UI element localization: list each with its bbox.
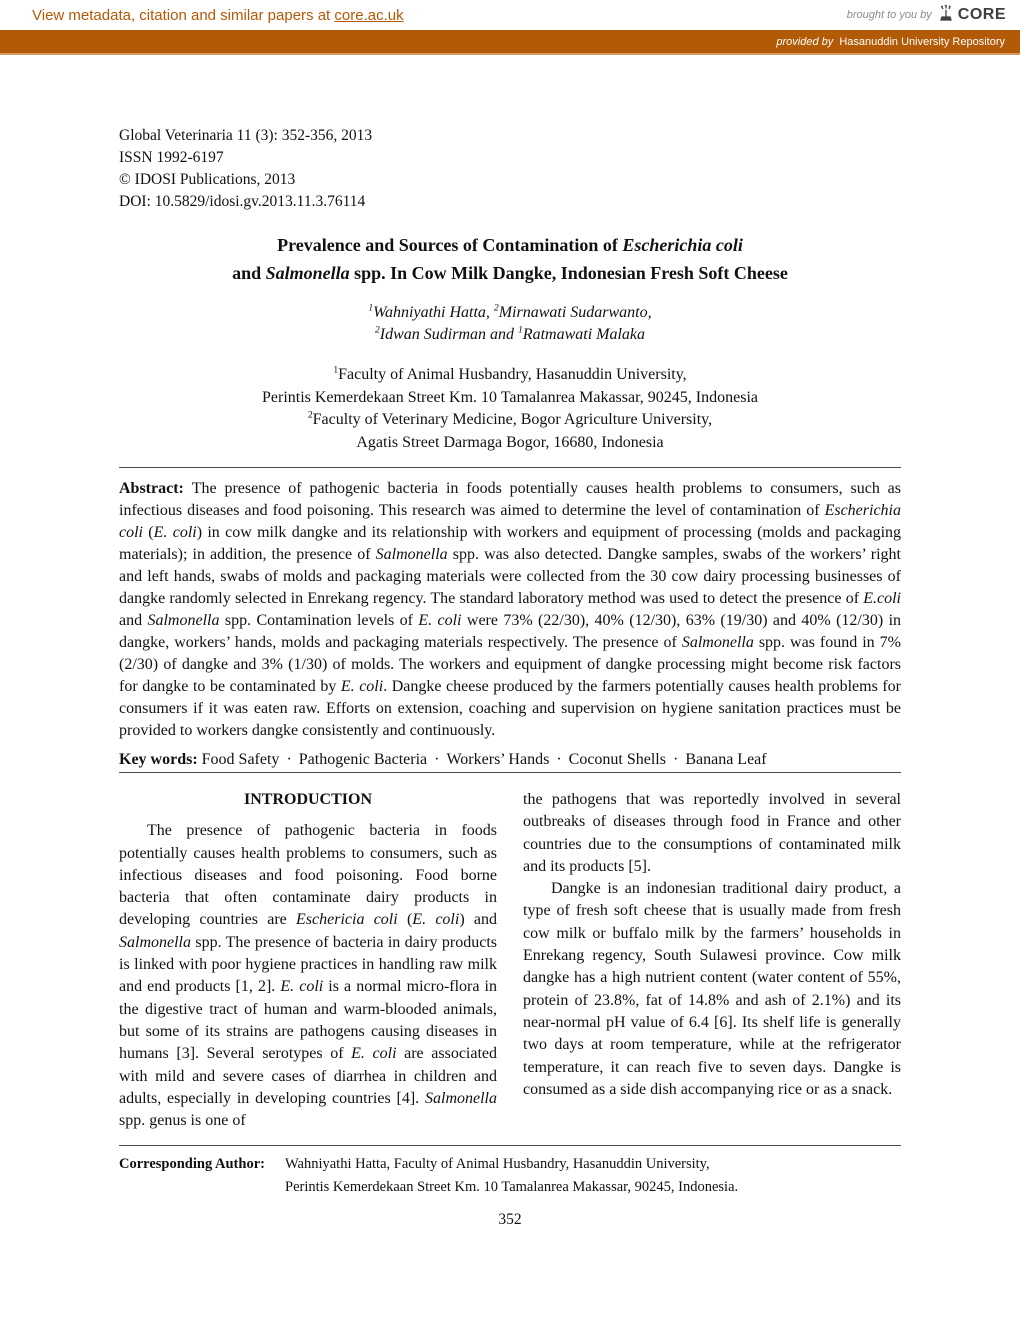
affiliation-line: $^1$Faculty of Animal Husbandry, Hasanuddin University,	[333, 364, 687, 383]
introduction-paragraph-2: Dangke is an indonesian traditional dairy product, a type of fresh soft cheese that is usually made from fresh cow milk or buffalo milk by the farmers’ households in Enrekang regency, South Sulawesi province. Cow milk dangke has a high nutrient content (water content of 55%, protein of 23.8%, fat of 14.8% and ash of 2.1%) and its near-normal pH value of 6.4 [6]. Its shelf life is generally two days at room temperature, while at the refrigerator temperature, it can reach five to seven days. Dangke is consumed as a side dish accompanying rice or as a snack.	[523, 880, 901, 1098]
page-number: 352	[498, 1211, 522, 1229]
banner-view-label: View metadata, citation and similar papers at	[32, 6, 335, 24]
keywords-bottom-rule	[119, 772, 901, 773]
corresponding-author	[119, 1153, 901, 1199]
corresponding-author-label: Corresponding Author:	[119, 1156, 265, 1173]
title-line-1: Prevalence and Sources of Contamination of Escherichia coli	[277, 235, 743, 255]
paper-title	[119, 231, 901, 287]
copyright-line: © IDOSI Publications, 2013	[119, 171, 296, 188]
repository-name: Hasanuddin University Repository	[839, 35, 1005, 48]
authors-line-2: $^2$Idwan Sudirman and $^1$Ratmawati Malaka	[374, 324, 646, 343]
authors	[119, 302, 901, 346]
right-column	[523, 789, 901, 1101]
corresponding-author-details	[285, 1153, 738, 1199]
title-line-2: and Salmonella spp. In Cow Milk Dangke, Indonesian Fresh Soft Cheese	[232, 263, 788, 283]
paper-body	[119, 125, 901, 1229]
keyword-separator-dot: ·	[672, 751, 679, 768]
doi-line: DOI: 10.5829/idosi.gv.2013.11.3.76114	[119, 193, 366, 210]
provided-bar	[0, 30, 1020, 55]
affiliations	[119, 364, 901, 454]
affiliation-line: Perintis Kemerdekaan Street Km. 10 Tamalanrea Makassar, 90245, Indonesia	[261, 388, 758, 406]
core-logo-icon	[938, 4, 954, 27]
keywords-list: Food Safety · Pathogenic Bacteria · Workers’ Hands · Coconut Shells · Banana Leaf	[201, 751, 767, 768]
journal-info	[119, 125, 901, 213]
keyword-separator-dot: ·	[286, 751, 292, 768]
keywords-label: Key words:	[119, 751, 198, 768]
introduction-heading: INTRODUCTION	[243, 791, 372, 808]
corresponding-author-line: Wahniyathi Hatta, Faculty of Animal Husbandry, Hasanuddin University,	[285, 1156, 710, 1173]
keywords	[119, 749, 901, 771]
keyword-separator-dot: ·	[556, 751, 562, 768]
banner-right	[847, 4, 1006, 27]
two-column-section	[119, 789, 901, 1132]
authors-line-1: $^1$Wahniyathi Hatta, $^2$Mirnawati Sudarwanto,	[368, 302, 652, 321]
core-banner	[0, 0, 1020, 30]
introduction-paragraph-1: The presence of pathogenic bacteria in foods potentially causes health problems to consumers, such as infectious diseases and food poisoning. Food borne bacteria that often contaminate dairy products in developing countries are Eschericia coli (E. coli) and Salmonella spp. The presence of bacteria in dairy products is linked with poor hygiene practices in handling raw milk and end products [1, 2]. E. coli is a normal micro-flora in the digestive tract of human and warm-blooded animals, but some of its strains are pathogens causing diseases in humans [3]. Several serotypes of E. coli are associated with mild and severe cases of diarrhea in children and adults, especially in developing countries [4]. Salmonella spp. genus is one of	[119, 822, 498, 1130]
affiliation-line: Agatis Street Darmaga Bogor, 16680, Indonesia	[356, 433, 664, 451]
footer-rule	[119, 1145, 901, 1146]
affiliation-line: $^2$Faculty of Veterinary Medicine, Bogor Agriculture University,	[307, 409, 713, 428]
core-link[interactable]: core.ac.uk	[334, 6, 404, 24]
keyword-separator-dot: ·	[434, 751, 440, 768]
abstract-top-rule	[119, 467, 901, 468]
issn-line: ISSN 1992-6197	[119, 149, 224, 166]
abstract: Abstract: The presence of pathogenic bacteria in foods potentially causes health problems to consumers, such as infectious diseases and food poisoning. This research was aimed to determine the level of contamination of Escherichia coli (E. coli) in cow milk dangke and its relationship with workers and equipment of processing (molds and packaging materials); in addition, the presence of Salmonella spp. was also detected. Dangke samples, swabs of the workers’ right and left hands, swabs of molds and packaging materials were collected from the 30 cow dairy processing businesses of dangke randomly selected in Enrekang regency. The standard laboratory method was used to detect the presence of E.coli and Salmonella spp. Contamination levels of E. coli were 73% (22/30), 40% (12/30), 63% (19/30) and 40% (12/30) in dangke, workers’ hands, molds and packaging materials respectively. The presence of Salmonella spp. was found in 7% (2/30) of dangke and 3% (1/30) of molds. The workers and equipment of dangke processing might become risk factors for dangke to be contaminated by E. coli. Dangke cheese produced by the farmers potentially causes health problems for consumers if it was eaten raw. Efforts on extension, coaching and supervision on hygiene sanitation practices must be provided to workers dangke consistently and continuously.	[119, 480, 902, 739]
banner-view-text	[32, 7, 404, 24]
brought-to-you-by-label: brought to you by	[846, 9, 932, 21]
core-logo-text: CORE	[957, 6, 1006, 23]
provided-text	[776, 36, 1005, 48]
introduction-paragraph-1-continued: the pathogens that was reportedly involved in several outbreaks of diseases through food in France and other countries due to the consumptions of contaminated milk and its products [5].	[523, 791, 901, 875]
provided-by-label: provided by	[776, 35, 834, 48]
core-logo	[938, 4, 1006, 27]
corresponding-author-line: Perintis Kemerdekaan Street Km. 10 Tamalanrea Makassar, 90245, Indonesia.	[285, 1179, 739, 1196]
journal-line: Global Veterinaria 11 (3): 352-356, 2013	[119, 127, 373, 144]
left-column	[119, 789, 497, 1132]
